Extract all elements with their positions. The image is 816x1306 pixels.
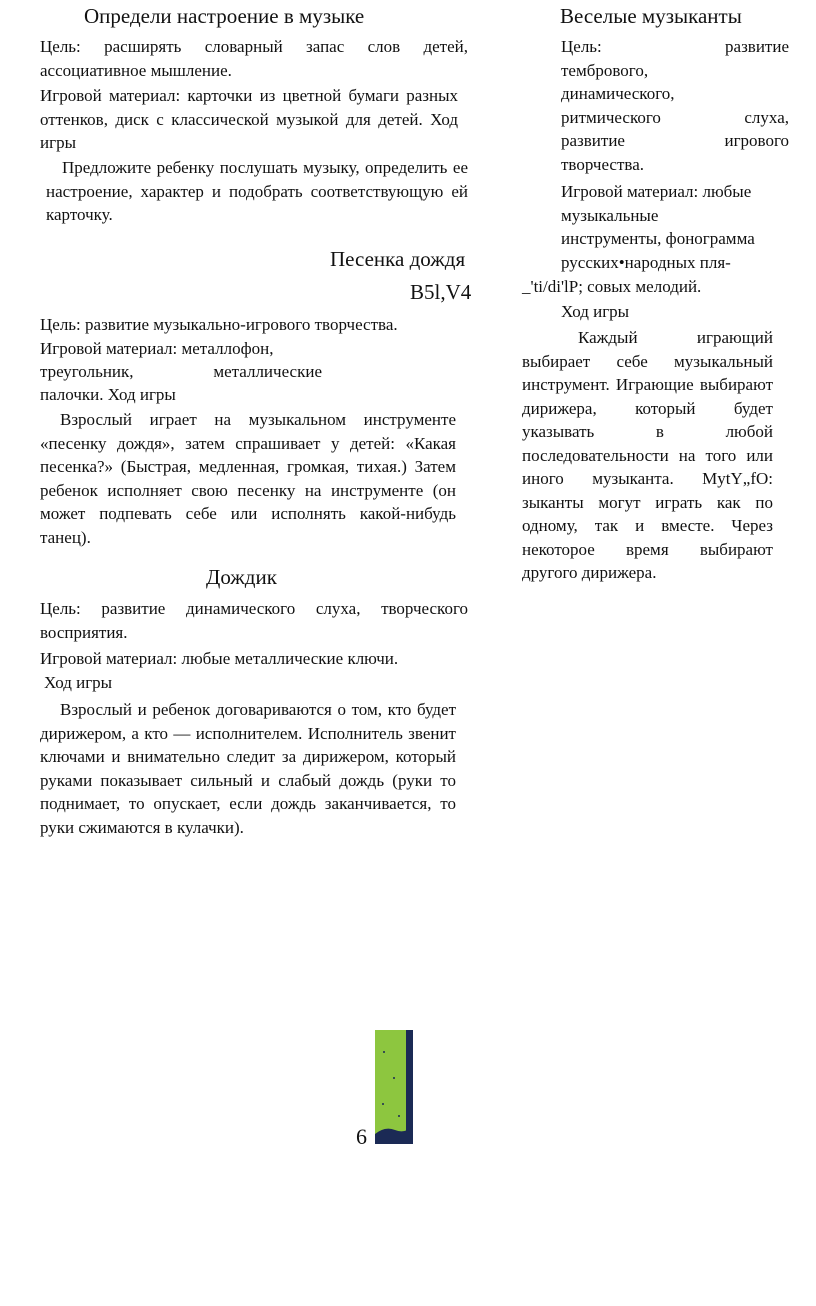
rain-song-material-word-2: металлические <box>213 362 322 381</box>
decorative-bookmark-graphic <box>375 1030 413 1144</box>
musicians-goal-line: ритмического слуха, <box>561 107 789 127</box>
musicians-goal-line: динамического, <box>561 84 675 103</box>
musicians-goal-line: творчества. <box>561 154 645 174</box>
drizzle-body: Взрослый и ребенок договариваются о том, кто будет дирижером, а кто — исполнителем. Исполнитель звенит ключами и внимательно следит за дирижером, который руками показывает сильный и слабый дождь (руки то поднимает, то опускает, если дождь заканчивается, то руки сжимаются в кулачки). <box>40 700 456 837</box>
mood-material: Игровой материал: карточки из цветной бумаги разных оттенков, диск с классической музыкой для детей. Ход игры <box>40 86 458 152</box>
rain-song-material-word-1: треугольник, <box>40 362 134 381</box>
musicians-material-line: инструменты, фонограмма <box>561 229 755 248</box>
musicians-material-tail: _'ti/di'lP; совых мелодий. <box>522 277 702 296</box>
rain-song-goal: Цель: развитие музыкально-игрового творчества. <box>40 315 398 334</box>
musicians-material-line: музыкальные <box>561 205 659 225</box>
musicians-howto: Ход игры <box>561 302 630 321</box>
page-number: 6 <box>356 1124 367 1149</box>
drizzle-material: Игровой материал: любые металлические ключи. <box>40 649 399 668</box>
musicians-material-line: русских•народных пля- <box>561 252 731 272</box>
musicians-material-line: Игровой материал: любые <box>561 182 752 201</box>
decoration-navy-edge <box>406 1030 413 1144</box>
mood-title: Определи настроение в музыке <box>84 4 365 28</box>
musicians-goal-line: развитие игрового <box>561 131 789 150</box>
decoration-speck <box>393 1077 395 1079</box>
decoration-speck <box>383 1051 385 1053</box>
rain-song-material-line2 <box>40 360 322 384</box>
rain-song-material-line1: Игровой материал: металлофон, <box>40 339 274 358</box>
mood-body: Предложите ребенку послушать музыку, определить ее настроение, характер и подобрать соответствующую ей карточку. <box>46 158 468 224</box>
drizzle-goal: Цель: развитие динамического слуха, творческого восприятия. <box>40 599 468 642</box>
musicians-goal-line: тембрового, <box>561 60 649 80</box>
rain-song-body: Взрослый играет на музыкальном инструменте «песенку дождя», затем спрашивает у детей: «Какая песенка?» (Быстрая, медленная, громкая, тихая.) Затем ребенок исполняет свою песенку на инструменте (он может подпевать себе или исполнять какой-нибудь танец). <box>40 410 456 547</box>
rain-song-material-line3: палочки. Ход игры <box>40 385 176 404</box>
musicians-goal <box>561 35 789 176</box>
musicians-body: Каждый играющий выбирает себе музыкальный инструмент. Играющие выбирают дирижера, который будет указывать в любой последовательности на того или иного музыканта. MytY„fO: зыканты могут играть как по одному, так и вместе. Через некоторое время выбирают другого дирижера. <box>522 328 773 582</box>
decoration-speck <box>382 1103 384 1105</box>
musicians-goal-line: Цель: развитие <box>561 37 789 56</box>
drizzle-title: Дождик <box>206 565 277 589</box>
musicians-title: Веселые музыканты <box>560 4 742 28</box>
decoration-speck <box>398 1115 400 1117</box>
musicians-material <box>561 180 791 274</box>
mood-goal: Цель: расширять словарный запас слов детей, ассоциативное мышление. <box>40 37 468 80</box>
rain-song-title: Песенка дождя <box>330 247 466 271</box>
drizzle-howto: Ход игры <box>44 673 113 692</box>
rain-song-subtitle: B5l,V4 <box>410 280 472 304</box>
